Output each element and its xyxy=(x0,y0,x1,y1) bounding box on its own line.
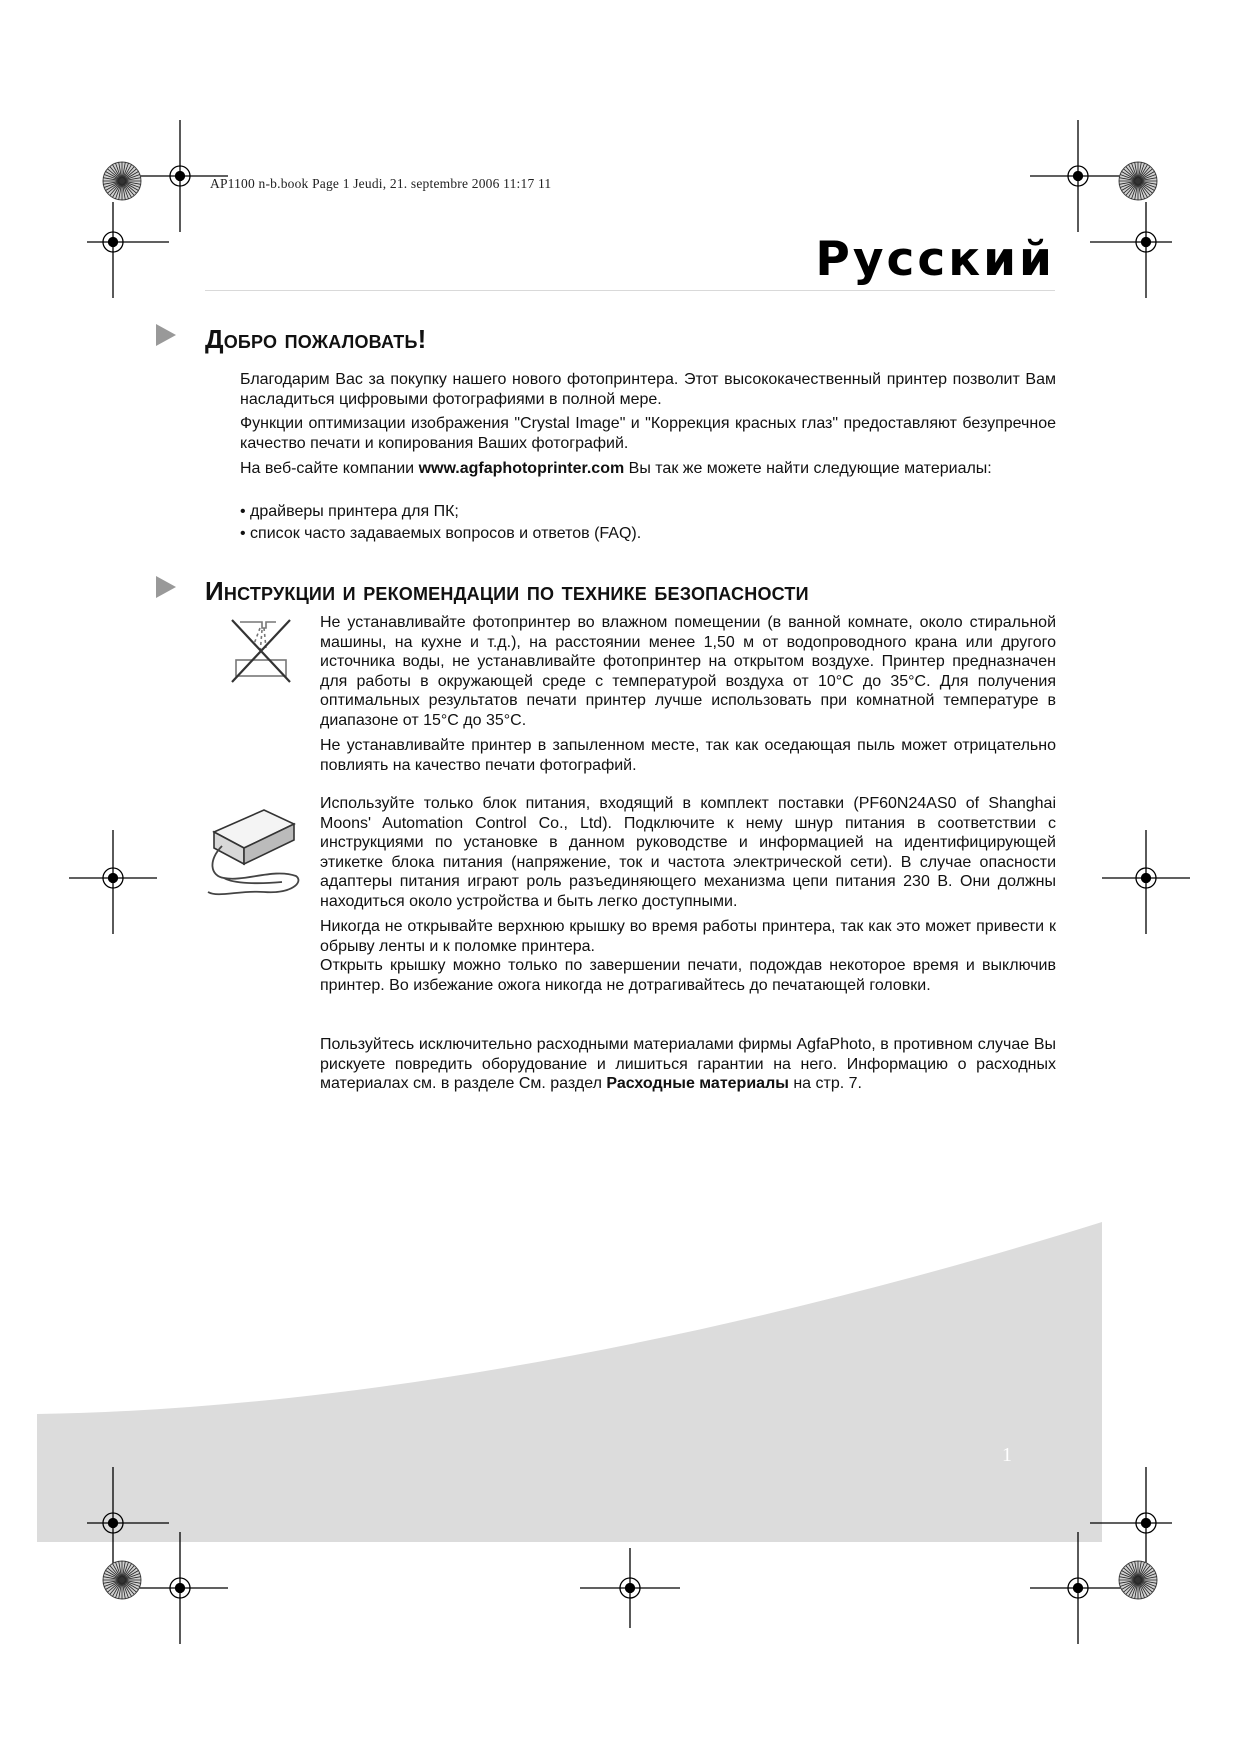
consumables-link[interactable]: Расходные материалы xyxy=(606,1075,789,1093)
list-item: • список часто задаваемых вопросов и ответов (FAQ). xyxy=(240,525,642,542)
book-info-line: AP1100 n-b.book Page 1 Jeudi, 21. septembre 2006 11:17 11 xyxy=(210,176,552,191)
registration-mark xyxy=(1102,830,1190,934)
consumables-notice xyxy=(320,1035,1056,1094)
registration-mark xyxy=(1090,202,1172,298)
color-target xyxy=(1119,162,1157,200)
color-target xyxy=(103,1561,141,1599)
color-target xyxy=(103,162,141,200)
welcome-paragraph-3 xyxy=(240,459,1056,479)
cover-warning: Никогда не открывайте верхнюю крышку во время работы принтера, так как это может привести к обрыву ленты и к поломке принтера. xyxy=(320,918,1056,955)
section-marker-icon xyxy=(156,576,176,598)
footer-swoosh xyxy=(37,1222,1102,1542)
title-divider xyxy=(205,290,1055,291)
registration-mark xyxy=(1030,120,1126,232)
consumables-text: Пользуйтесь исключительно расходными материалами фирмы AgfaPhoto, в противном случае Вы рискуете повредить оборудование и лишиться гарантии на него. Информацию о расходных материалах см. в разделе См. раздел xyxy=(320,1036,1056,1093)
humidity-warning: Не устанавливайте фотопринтер во влажном помещении (в ванной комнате, около стиральной машины, на кухне и т.д.), на расстоянии менее 1,50 м от водопроводного крана или другого источника воды, не устанавливайте фотопринтер на открытом воздухе. Принтер предназначен для работы в окружающей среде с температурой воздуха от 10°C до 35°C. Для получения оптимальных результатов печати принтер лучше использовать при комнатной температуре в диапазоне от 15°C до 35°C. xyxy=(320,614,1056,729)
language-title: Русский xyxy=(815,232,1055,287)
dust-warning: Не устанавливайте принтер в запыленном месте, так как оседающая пыль может отрицательно повлиять на качество печати фотографий. xyxy=(320,737,1056,774)
safety-heading: Инструкции и рекомендации по технике безопасности xyxy=(205,576,809,606)
no-humidity-icon xyxy=(226,614,294,686)
consumables-page-ref: на стр. 7. xyxy=(788,1075,862,1093)
registration-mark xyxy=(1090,1467,1172,1563)
power-adapter-icon xyxy=(204,802,304,902)
registration-mark xyxy=(580,1548,680,1628)
burn-warning: Открыть крышку можно только по завершении печати, подождав некоторое время и выключив принтер. Во избежание ожога никогда не дотрагивайтесь до печатающей головки. xyxy=(320,957,1056,994)
welcome-paragraph-1: Благодарим Вас за покупку нашего нового фотопринтера. Этот высококачественный принтер позволит Вам насладиться цифровыми фотографиями в полной мере. xyxy=(240,371,1056,408)
section-marker-icon xyxy=(156,324,176,346)
registration-mark xyxy=(132,1532,228,1644)
registration-mark xyxy=(1030,1532,1126,1644)
color-target xyxy=(1119,1561,1157,1599)
website-intro: На веб-сайте компании xyxy=(240,460,419,477)
welcome-paragraph-2: Функции оптимизации изображения "Crystal Image" и "Коррекция красных глаз" предоставляют безупречное качество печати и копирования Ваших фотографий. xyxy=(240,415,1056,452)
list-item: • драйверы принтера для ПК; xyxy=(240,503,459,520)
registration-mark xyxy=(69,830,157,934)
website-link[interactable]: www.agfaphotoprinter.com xyxy=(418,460,625,477)
page-number: 1 xyxy=(1002,1444,1012,1466)
welcome-heading: Добро пожаловать! xyxy=(205,324,427,354)
power-supply-instructions: Используйте только блок питания, входящий в комплект поставки (PF60N24AS0 of Shanghai Moons' Automation Control Co., Ltd). Подключите к нему шнур питания в соответствии с инструкциями по установке в данном руководстве и информацией на идентифицирующей этикетке блока питания (напряжение, ток и частота электрической сети). В случае опасности адаптеры питания играют роль разъединяющего механизма цепи питания 230 В. Они должны находиться около устройства и быть легко доступными. xyxy=(320,795,1056,910)
website-outro: Вы так же можете найти следующие материалы: xyxy=(624,460,992,477)
registration-mark xyxy=(87,202,169,298)
